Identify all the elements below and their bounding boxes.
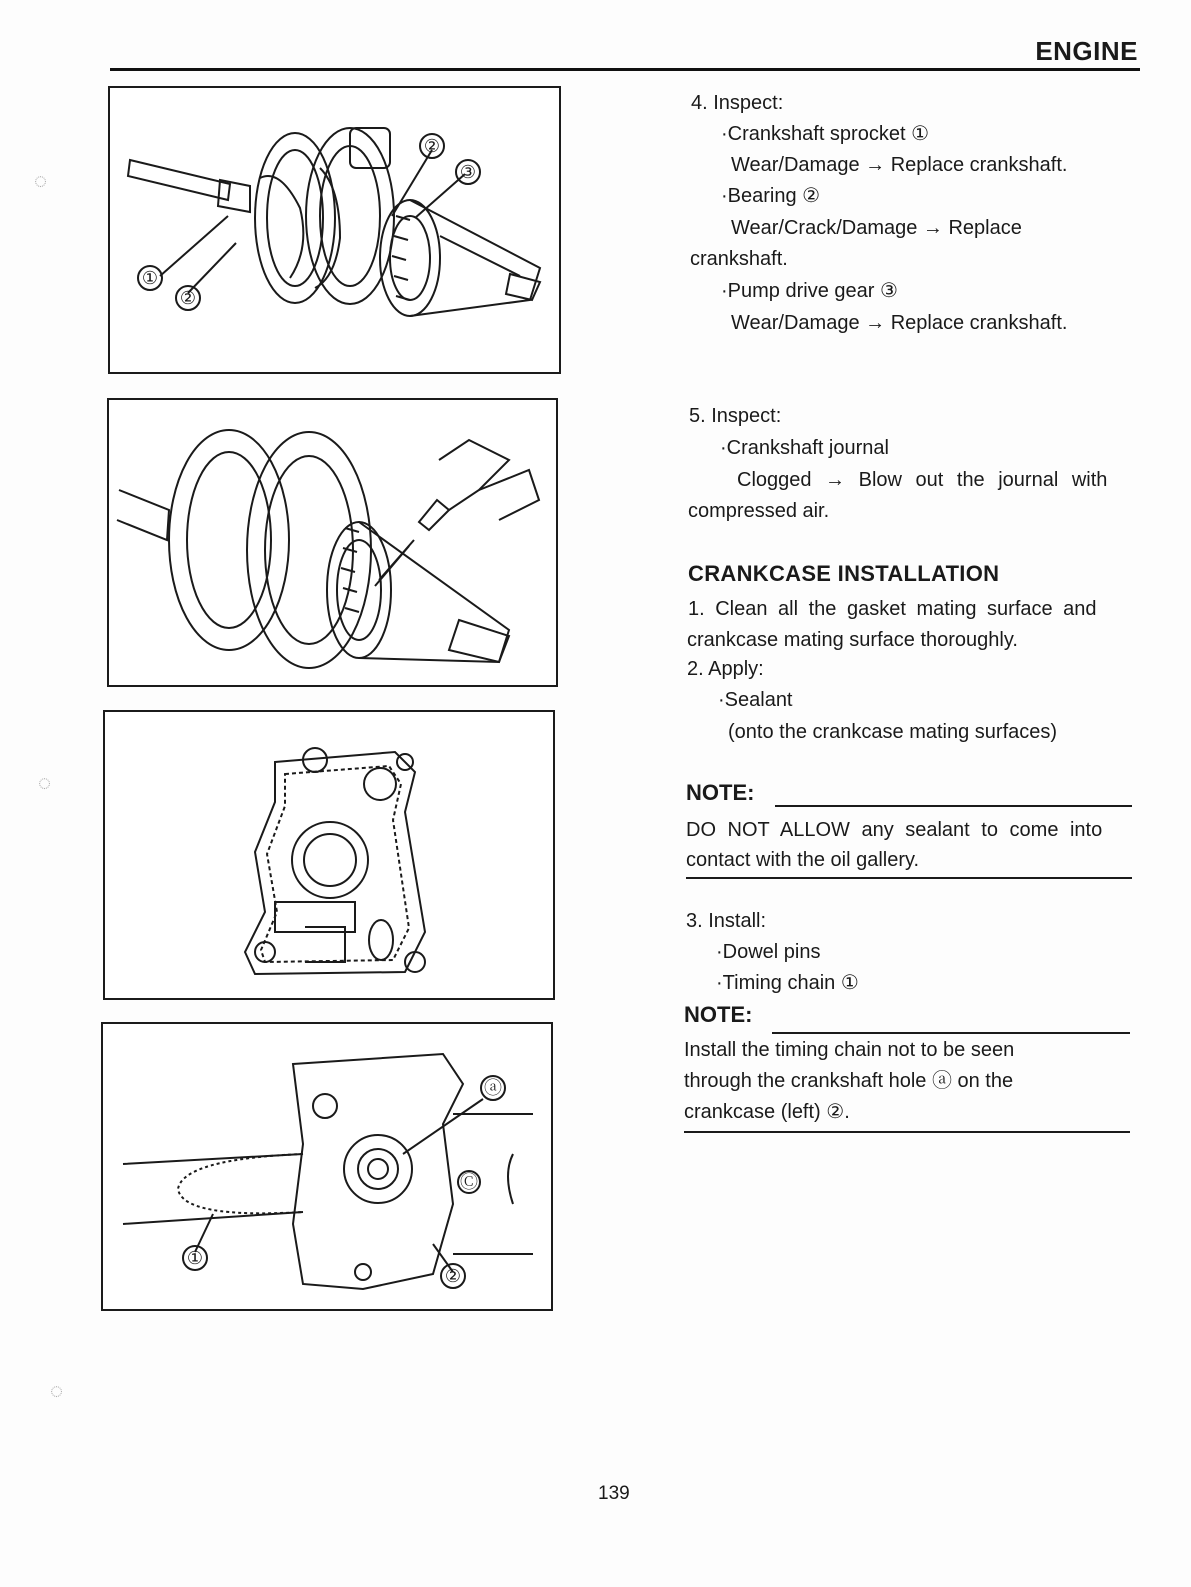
header-rule — [110, 68, 1140, 71]
callout-2-top: ② — [423, 136, 441, 157]
crankcase-illustration — [105, 712, 553, 998]
punch-hole-mark: ◌ — [50, 1378, 64, 1403]
punch-hole-mark: ◌ — [38, 770, 52, 795]
step4-title: 4. Inspect: — [691, 92, 784, 114]
note2-text-a: Install the timing chain not to be seen — [684, 1039, 1015, 1061]
step4-item3-result: Wear/Damage → Replace crankshaft. — [731, 312, 1068, 334]
crankcase-step3: 3. Install: — [686, 910, 767, 932]
step5-title: 5. Inspect: — [689, 405, 782, 427]
callout-2: ② — [444, 1266, 462, 1287]
callout-1: ① — [186, 1248, 204, 1269]
note2-text-b: through the crankshaft hole ⓐ on the — [684, 1070, 1014, 1092]
callout-2-left: ② — [179, 288, 197, 309]
punch-hole-mark: ◌ — [34, 168, 48, 193]
crankcase-step3-item1: ·Dowel pins — [716, 941, 821, 963]
crankshaft-illustration — [110, 88, 559, 372]
callout-c: Ⓒ — [460, 1172, 478, 1193]
step5-item1: ·Crankshaft journal — [720, 437, 889, 459]
note2-text-c: crankcase (left) ②. — [684, 1101, 850, 1123]
callout-1: ① — [141, 268, 159, 289]
step4-item2: ·Bearing ② — [721, 185, 821, 207]
step4-item1-result: Wear/Damage → Replace crankshaft. — [731, 154, 1068, 176]
note1-label: NOTE: — [686, 780, 755, 805]
air-gun-crankshaft-illustration — [109, 400, 556, 685]
note1-text-b: contact with the oil gallery. — [686, 849, 920, 871]
note2-label: NOTE: — [684, 1002, 753, 1027]
step4-item2-result-a: Wear/Crack/Damage → Replace — [731, 217, 1022, 239]
step4-item2-result-b: crankshaft. — [690, 248, 788, 270]
crankcase-step3-item2: ·Timing chain ① — [716, 972, 859, 994]
callout-3: ③ — [459, 162, 477, 183]
note2-bottom-rule — [684, 1131, 1130, 1133]
page-number: 139 — [598, 1483, 630, 1504]
figure-crankcase-sealant — [103, 710, 555, 1000]
figure-timing-chain — [101, 1022, 553, 1311]
section-title: ENGINE — [1035, 36, 1138, 66]
figure-crankshaft-parts — [108, 86, 561, 374]
step5-item1-result-a: Clogged → Blow out the journal with — [737, 469, 1108, 491]
note1-bottom-rule — [686, 877, 1132, 879]
crankcase-step2: 2. Apply: — [687, 658, 764, 680]
step5-item1-result-b: compressed air. — [688, 500, 830, 522]
step4-item3: ·Pump drive gear ③ — [721, 280, 898, 302]
crankcase-step1-b: crankcase mating surface thoroughly. — [687, 629, 1018, 651]
timing-chain-illustration — [103, 1024, 551, 1309]
note2-underline — [772, 1032, 1130, 1034]
crankcase-step1-a: 1. Clean all the gasket mating surface and — [688, 598, 1097, 620]
callout-a: ⓐ — [484, 1078, 502, 1099]
step4-item1: ·Crankshaft sprocket ① — [721, 123, 929, 145]
figure-journal-blowout — [107, 398, 558, 687]
crankcase-heading: CRANKCASE INSTALLATION — [688, 561, 1000, 586]
note1-text-a: DO NOT ALLOW any sealant to come into — [686, 819, 1103, 841]
crankcase-step2-note: (onto the crankcase mating surfaces) — [728, 721, 1058, 743]
note1-underline — [775, 805, 1132, 807]
crankcase-step2-item: ·Sealant — [718, 689, 793, 711]
